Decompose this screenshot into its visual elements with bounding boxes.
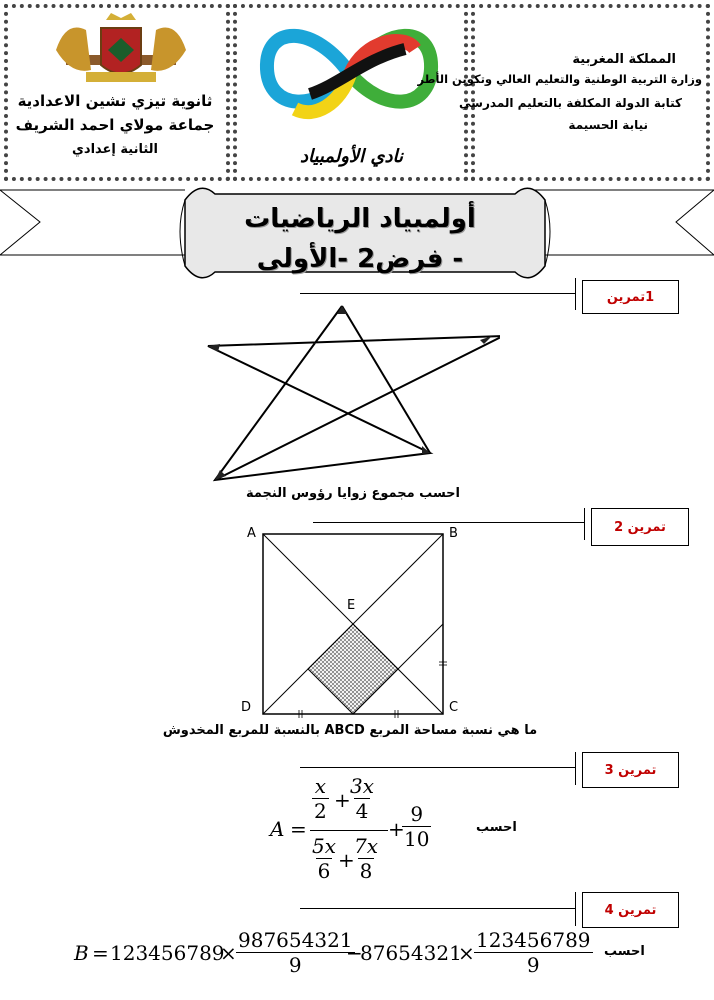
kingdom-name: المملكة المغربية (572, 52, 676, 67)
ex1-line (300, 293, 575, 294)
exercise-1-question: احسب مجموع زوايا رؤوس النجمة (245, 486, 460, 501)
exercise-3-label: تمرين 3 (582, 752, 679, 788)
point-a: A (247, 526, 256, 541)
t2-den: 4 (355, 799, 369, 823)
banner-title: أولمبياد الرياضيات (244, 204, 476, 234)
school-name: ثانوية تيزي تشين الاعدادية (17, 92, 213, 110)
club-name: نادي الأولمبياد (299, 146, 404, 167)
t3-num: 5x (312, 834, 337, 858)
plus-2: + (338, 848, 355, 872)
n1: 123456789 (110, 941, 225, 965)
star-figure (200, 298, 500, 483)
times-1: × (220, 941, 237, 965)
f1-num: 987654321 (238, 928, 353, 952)
delegation-name: نيابة الحسيمة (568, 118, 648, 132)
exercise-4-instruction: احسب (604, 944, 645, 959)
ex3-line (300, 767, 575, 768)
f2-den: 9 (474, 952, 593, 977)
exercise-2-label: تمرين 2 (591, 508, 689, 546)
exercise-3-instruction: احسب (476, 820, 517, 835)
point-b: B (449, 526, 458, 541)
var-b: B (74, 941, 89, 965)
state-secretariat: كتابة الدولة المكلفة بالتعليم المدرسي (459, 96, 682, 110)
t1-den: 2 (314, 799, 327, 823)
exercise-2-question: ما هي نسبة مساحة المربع ABCD بالنسبة للمربع المخدوش (162, 723, 538, 738)
t3-den: 6 (317, 859, 331, 883)
f2-num: 123456789 (476, 928, 591, 952)
t5-num: 9 (410, 802, 424, 826)
minus: − (346, 941, 363, 965)
banner-subtitle: - فرض2 -الأولى (256, 244, 464, 274)
square-figure (255, 526, 455, 726)
var-a: A (270, 817, 285, 841)
eq-a: = (290, 817, 307, 841)
ex4-bar (575, 892, 576, 926)
t4-den: 8 (359, 859, 373, 883)
ex2-line (313, 522, 584, 523)
t5-den: 10 (404, 827, 430, 851)
header-right-box (417, 4, 710, 181)
header-center-box (233, 4, 468, 181)
point-e: E (347, 598, 356, 613)
commune-name: جماعة مولاي احمد الشريف (15, 116, 215, 134)
eq-b: = (92, 941, 109, 965)
ministry-name: وزارة التربية الوطنية والتعليم العالي وتكوين الأطر (417, 72, 702, 86)
ex4-line (300, 908, 575, 909)
times-2: × (458, 941, 475, 965)
plus-3: + (388, 817, 405, 841)
t2-num: 3x (350, 774, 375, 798)
t1-num: x (314, 774, 326, 798)
coat-of-arms-icon (46, 10, 196, 90)
exercise-1-label: 1تمرين (582, 280, 679, 314)
point-d: D (241, 700, 252, 715)
n2: 87654321 (360, 941, 462, 965)
ex3-bar (575, 752, 576, 785)
grade-level: الثانية إعدادي (71, 142, 158, 157)
plus-1: + (334, 788, 351, 812)
point-c: C (449, 700, 459, 715)
t4-num: 7x (354, 834, 379, 858)
f1-den: 9 (236, 952, 355, 977)
ex2-bar (584, 508, 585, 540)
exercise-4-label: تمرين 4 (582, 892, 679, 928)
header-left-box (4, 4, 230, 181)
ex1-bar (575, 278, 576, 310)
